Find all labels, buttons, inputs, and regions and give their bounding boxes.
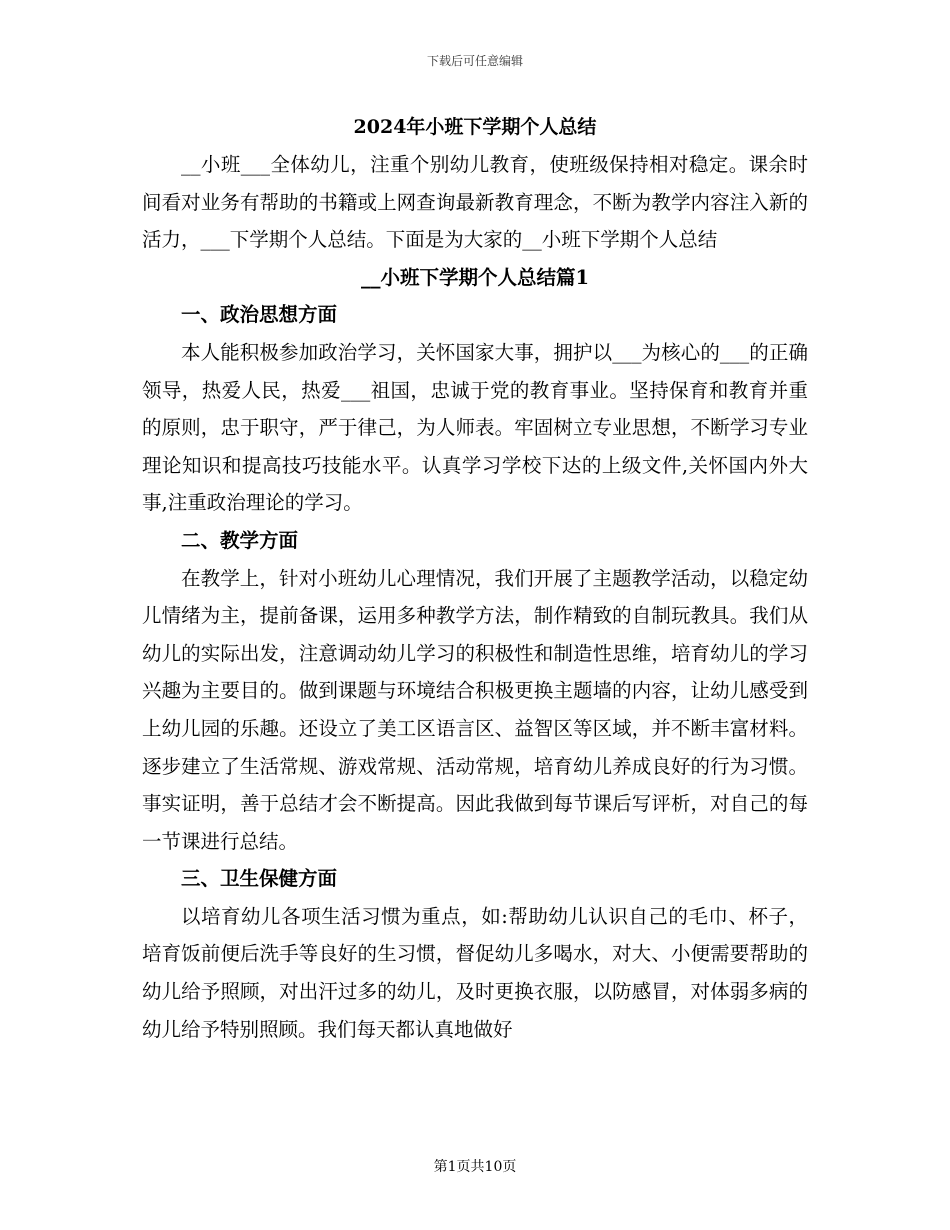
section-subtitle: __小班下学期个人总结篇1: [360, 265, 590, 289]
document-title: 2024年小班下学期个人总结: [353, 116, 597, 138]
header-note: 下载后可任意编辑: [426, 54, 523, 68]
section-heading-health: 三、卫生保健方面: [181, 867, 338, 891]
intro-paragraph: __小班___全体幼儿，注重个别幼儿教育，使班级保持相对稳定。课余时间看对业务有帮助的书籍或上网查询最新教育理念，不断为教学内容注入新的活力，___下学期个人总结。下面是为大家的__小班下学期个人总结: [142, 153, 808, 252]
section-paragraph-health: 以培育幼儿各项生活习惯为重点，如:帮助幼儿认识自己的毛巾、杯子，培育饭前便后洗手等良好的生习惯，督促幼儿多喝水，对大、小便需要帮助的幼儿给予照顾，对出汗过多的幼儿，及时更换衣服，以防感冒，对体弱多病的幼儿给予特别照顾。我们每天都认真地做好: [142, 904, 808, 1041]
section-heading-teaching: 二、教学方面: [181, 528, 299, 552]
page-number-footer: 第1页共10页: [433, 1159, 517, 1175]
section-paragraph-politics: 本人能积极参加政治学习，关怀国家大事，拥护以___为核心的___的正确领导，热爱人民，热爱___祖国，忠诚于党的教育事业。坚持保育和教育并重的原则，忠于职守，严于律己，为人师表。牢固树立专业思想，不断学习专业理论知识和提高技巧技能水平。认真学习学校下达的上级文件,关怀国内外大事,注重政治理论的学习。: [142, 340, 808, 515]
section-paragraph-teaching: 在教学上，针对小班幼儿心理情况，我们开展了主题教学活动，以稳定幼儿情绪为主，提前备课，运用多种教学方法，制作精致的自制玩教具。我们从幼儿的实际出发，注意调动幼儿学习的积极性和制造性思维，培育幼儿的学习兴趣为主要目的。做到课题与环境结合积极更换主题墙的内容，让幼儿感受到上幼儿园的乐趣。还设立了美工区语言区、益智区等区域，并不断丰富材料。逐步建立了生活常规、游戏常规、活动常规，培育幼儿养成良好的行为习惯。事实证明，善于总结才会不断提高。因此我做到每节课后写评析，对自己的每一节课进行总结。: [142, 566, 808, 853]
document-body: [142, 146, 808, 1048]
section-heading-politics: 一、政治思想方面: [181, 303, 338, 327]
